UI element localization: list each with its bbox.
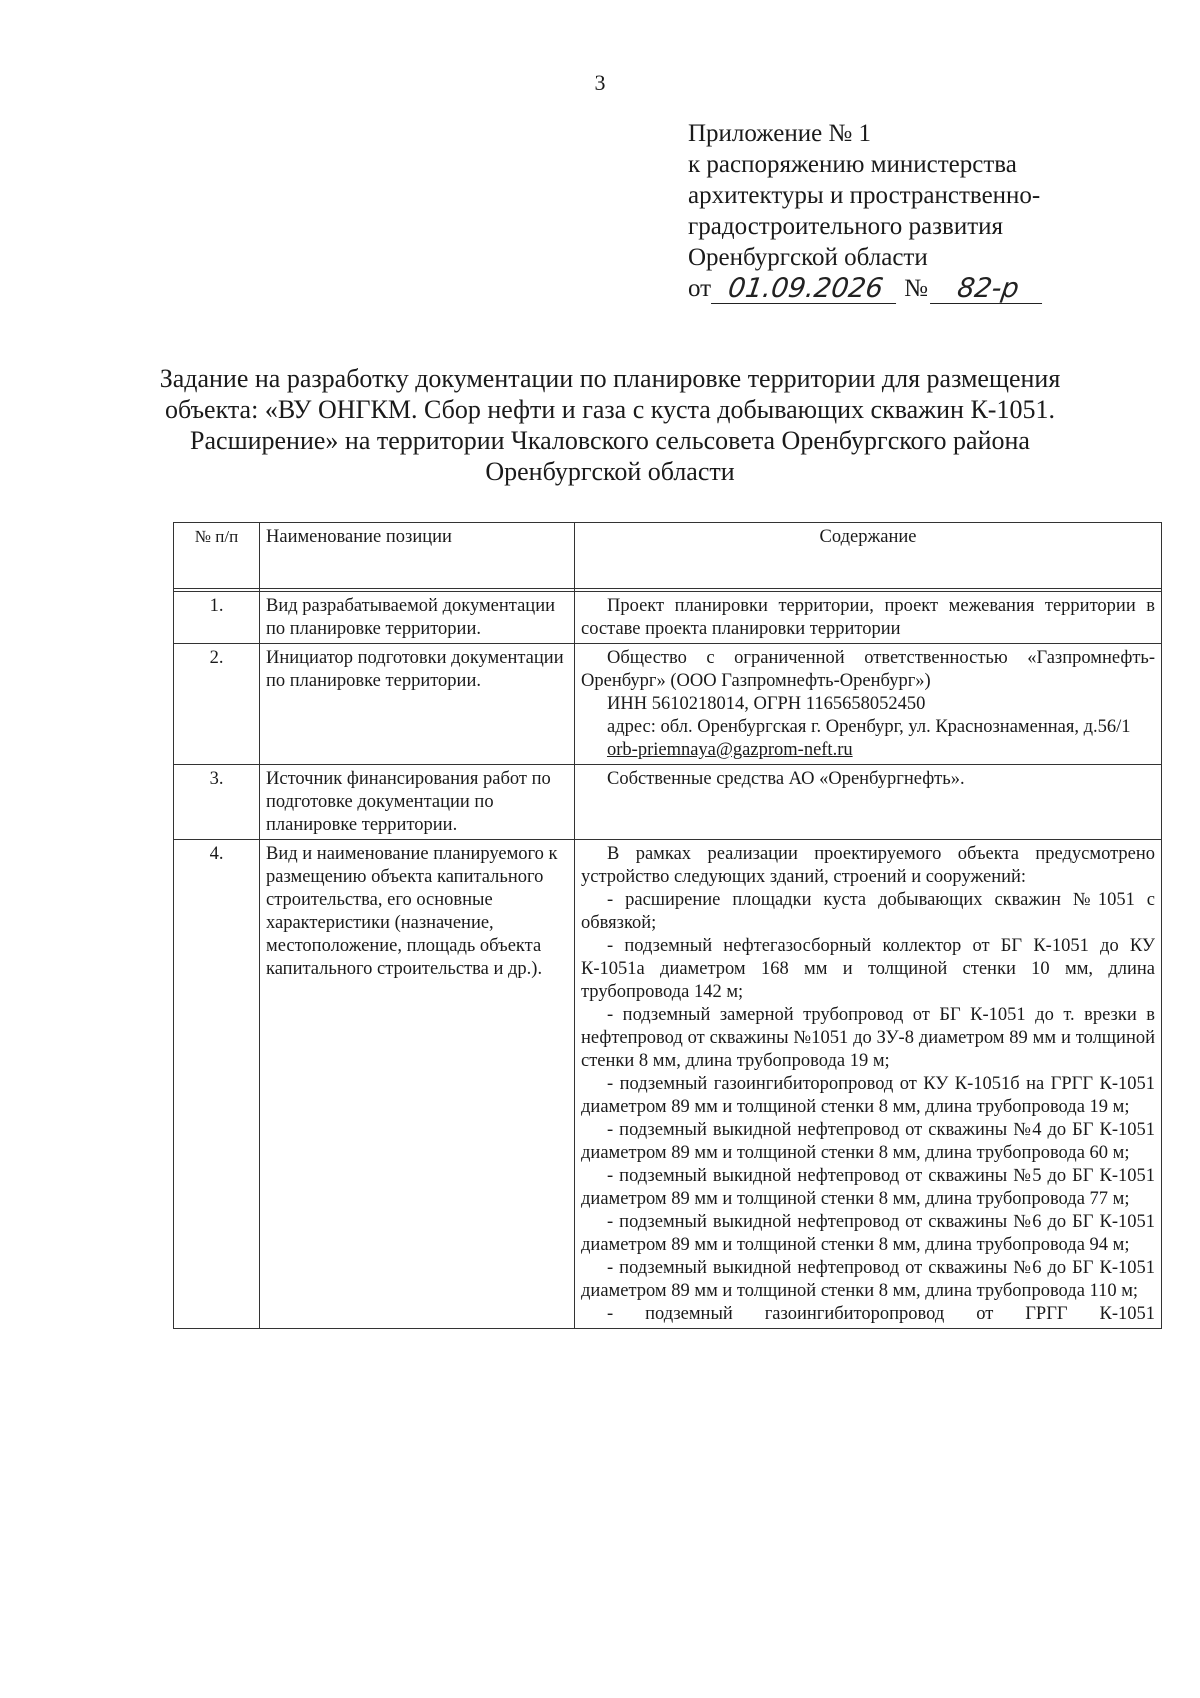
header-name: Наименование позиции bbox=[260, 523, 575, 589]
content-paragraph: - подземный газоингибиторопровод от ГРГГ К-1051 bbox=[607, 1304, 1155, 1324]
appendix-header bbox=[688, 118, 1108, 304]
table-header-row bbox=[174, 523, 1162, 589]
content-paragraph bbox=[581, 739, 1155, 762]
row-content bbox=[575, 592, 1162, 644]
content-paragraph: Проект планировки территории, проект межевания территории в составе проекта планировки территории bbox=[581, 596, 1155, 639]
row-content bbox=[575, 644, 1162, 765]
number-prefix: № bbox=[904, 275, 928, 302]
appendix-line: Оренбургской области bbox=[688, 244, 928, 271]
handwritten-date: 01.09.2026 bbox=[711, 275, 900, 304]
table-row bbox=[174, 644, 1162, 765]
table-row bbox=[174, 765, 1162, 840]
row-content bbox=[575, 765, 1162, 840]
appendix-line: градостроительного развития bbox=[688, 213, 1004, 240]
content-paragraph: - подземный нефтегазосборный коллектор от БГ К-1051 до КУ К-1051а диаметром 168 мм и толщиной стенки 10 мм, длина трубопровода 142 м; bbox=[581, 936, 1155, 1002]
content-paragraph: - подземный выкидной нефтепровод от скважины №5 до БГ К-1051 диаметром 89 мм и толщиной стенки 8 мм, длина трубопровода 77 м; bbox=[581, 1166, 1155, 1209]
row-num: 1. bbox=[174, 592, 260, 644]
order-date-number bbox=[688, 273, 1108, 304]
row-name: Источник финансирования работ по подготовке документации по планировке территории. bbox=[260, 765, 575, 840]
content-paragraph: - подземный замерной трубопровод от БГ К-1051 до т. врезки в нефтепровод от скважины №1051 до ЗУ-8 диаметром 89 мм и толщиной стенки 8 мм, длина трубопровода 19 м; bbox=[581, 1005, 1155, 1071]
content-paragraph: - подземный выкидной нефтепровод от скважины №4 до БГ К-1051 диаметром 89 мм и толщиной стенки 8 мм, длина трубопровода 60 м; bbox=[581, 1120, 1155, 1163]
content-paragraph: - подземный выкидной нефтепровод от скважины №6 до БГ К-1051 диаметром 89 мм и толщиной стенки 8 мм, длина трубопровода 110 м; bbox=[581, 1258, 1155, 1301]
content-paragraph: В рамках реализации проектируемого объекта предусмотрено устройство следующих зданий, строений и сооружений: bbox=[581, 844, 1155, 887]
row-num: 2. bbox=[174, 644, 260, 765]
appendix-line: к распоряжению министерства bbox=[688, 151, 1017, 178]
handwritten-number: 82-р bbox=[930, 275, 1046, 304]
row-num: 3. bbox=[174, 765, 260, 840]
page-number: 3 bbox=[594, 70, 606, 95]
content-paragraph: адрес: обл. Оренбургская г. Оренбург, ул. Краснознаменная, д.56/1 bbox=[607, 717, 1131, 737]
content-paragraph: Собственные средства АО «Оренбургнефть». bbox=[607, 769, 965, 789]
content-paragraph: ИНН 5610218014, ОГРН 1165658052450 bbox=[607, 694, 926, 714]
content-paragraph: Общество с ограниченной ответственностью «Газпромнефть-Оренбург» (ООО Газпромнефть-Оренбург») bbox=[581, 648, 1155, 691]
row-name: Вид разрабатываемой документации по планировке территории. bbox=[260, 592, 575, 644]
table-row bbox=[174, 592, 1162, 644]
content-paragraph: - подземный газоингибиторопровод от КУ К-1051б на ГРГГ К-1051 диаметром 89 мм и толщиной стенки 8 мм, длина трубопровода 19 м; bbox=[581, 1074, 1155, 1117]
email-link[interactable]: orb-priemnaya@gazprom-neft.ru bbox=[607, 740, 853, 760]
row-content bbox=[575, 840, 1162, 1329]
row-name: Инициатор подготовки документации по планировке территории. bbox=[260, 644, 575, 765]
table-row bbox=[174, 840, 1162, 1329]
appendix-line: Приложение № 1 bbox=[688, 120, 872, 147]
appendix-line: архитектуры и пространственно- bbox=[688, 182, 1041, 209]
header-content: Содержание bbox=[575, 523, 1162, 589]
date-prefix: от bbox=[688, 275, 712, 302]
header-num: № п/п bbox=[174, 523, 260, 589]
row-name: Вид и наименование планируемого к размещению объекта капитального строительства, его основные характеристики (назначение, местоположение, площадь объекта капитального строительства и др.). bbox=[260, 840, 575, 1329]
content-paragraph: - подземный выкидной нефтепровод от скважины №6 до БГ К-1051 диаметром 89 мм и толщиной стенки 8 мм, длина трубопровода 94 м; bbox=[581, 1212, 1155, 1255]
content-paragraph: - расширение площадки куста добывающих скважин №1051 с обвязкой; bbox=[581, 890, 1155, 933]
row-num: 4. bbox=[174, 840, 260, 1329]
document-title: Задание на разработку документации по планировке территории для размещения объекта: «ВУ ОНГКМ. Сбор нефти и газа с куста добывающих скважин К-1051. Расширение» на территории Чкаловского сельсовета Оренбургского района Оренбургской области bbox=[159, 364, 1061, 486]
task-table bbox=[173, 522, 1162, 1329]
